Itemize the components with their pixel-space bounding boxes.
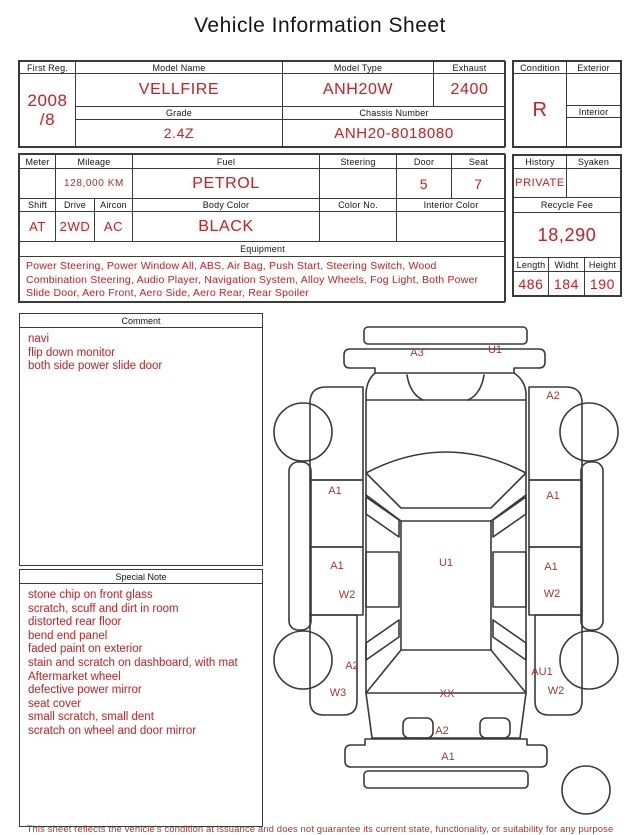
door-label: Door	[396, 154, 452, 169]
width-label: Widht	[548, 257, 585, 272]
condition-label: Condition	[513, 61, 567, 74]
diagram-label-a1-5: A1	[330, 560, 344, 572]
grade-value: 2.4Z	[75, 119, 283, 147]
height-label: Height	[584, 257, 621, 272]
note-line: small scratch, small dent	[28, 711, 154, 724]
identity-table	[18, 60, 505, 148]
model-name-value: VELLFIRE	[75, 73, 283, 107]
meter-value	[19, 168, 56, 199]
drive-label: Drive	[55, 198, 95, 212]
first-reg-value	[19, 73, 76, 147]
mileage-value: 128,000 KM	[55, 168, 133, 199]
recycle-fee-label: Recycle Fee	[513, 197, 621, 213]
comment-lines	[20, 328, 262, 565]
disclaimer-text: This sheet reflects the vehicle's condition at issuance and does not guarantee its current state, functionality, or suitability for any purpose	[26, 824, 614, 835]
chassis-number-label: Chassis Number	[282, 106, 506, 120]
interior-label: Interior	[566, 105, 621, 118]
grade-label: Grade	[75, 106, 283, 120]
height-value: 190	[584, 271, 621, 296]
condition-table	[512, 60, 622, 148]
special-note-lines	[20, 584, 262, 826]
diagram-label-u1-7: U1	[438, 557, 454, 569]
equipment-label: Equipment	[19, 241, 506, 257]
syaken-label: Syaken	[566, 155, 621, 169]
fuel-label: Fuel	[132, 154, 320, 169]
diagram-label-w2-6: W2	[338, 589, 356, 601]
steering-value	[319, 168, 397, 199]
aircon-label: Aircon	[94, 198, 133, 212]
diagram-label-a1-3: A1	[328, 485, 342, 497]
diagram-label-u1-1: U1	[487, 344, 503, 356]
diagram-label-a3-0: A3	[410, 347, 424, 359]
note-line: both side power slide door	[28, 360, 163, 373]
exterior-value	[566, 73, 621, 106]
aircon-value: AC	[94, 211, 133, 242]
recycle-fee-value: 18,290	[513, 212, 621, 258]
special-note-label: Special Note	[20, 570, 262, 584]
exhaust-label: Exhaust	[433, 61, 506, 74]
mileage-label: Mileage	[55, 154, 133, 169]
seat-label: Seat	[451, 154, 506, 169]
note-line: faded paint on exterior	[28, 643, 143, 656]
model-name-label: Model Name	[75, 61, 283, 74]
spec-table	[18, 153, 505, 303]
shift-value: AT	[19, 211, 56, 242]
diagram-label-w3-12: W3	[329, 687, 347, 699]
first-reg-month: /8	[39, 110, 56, 129]
special-note-box	[19, 569, 263, 827]
note-line: stone chip on front glass	[28, 589, 153, 601]
shift-label: Shift	[19, 198, 56, 212]
car-outline	[274, 327, 618, 814]
note-line: bend end panel	[28, 629, 108, 642]
condition-value: R	[513, 73, 567, 147]
diagram-label-a2-2: A2	[546, 390, 560, 402]
comment-label: Comment	[20, 314, 262, 328]
note-line: flip down monitor	[28, 346, 115, 359]
note-line: stain and scratch on dashboard, with mat	[28, 656, 238, 669]
diagram-label-a2-15: A2	[435, 725, 449, 737]
width-value: 184	[548, 271, 585, 296]
comment-box	[19, 313, 263, 566]
diagram-label-w2-13: W2	[547, 685, 565, 697]
exhaust-value: 2400	[433, 73, 506, 107]
model-type-value: ANH20W	[282, 73, 434, 107]
interior-value	[566, 117, 621, 147]
note-line: scratch, scuff and dirt in room	[28, 602, 179, 615]
diagram-label-au1-11: AU1	[531, 666, 553, 678]
first-reg-label: First Reg.	[19, 61, 76, 74]
diagram-label-a1-16: A1	[441, 751, 455, 763]
meter-label: Meter	[19, 154, 56, 169]
exterior-label: Exterior	[566, 61, 621, 74]
first-reg-year: 2008	[27, 91, 68, 110]
chassis-number-value: ANH20-8018080	[282, 119, 506, 147]
note-line: scratch on wheel and door mirror	[28, 724, 197, 737]
note-line: defective power mirror	[28, 684, 142, 697]
diagram-label-w2-9: W2	[543, 588, 561, 600]
diagram-label-a2-10: A2	[345, 660, 359, 672]
interior-color-value	[396, 211, 506, 242]
note-line: Aftermarket wheel	[28, 670, 121, 683]
seat-value: 7	[451, 168, 506, 199]
door-value: 5	[396, 168, 452, 199]
length-value: 486	[513, 271, 549, 296]
history-value: PRIVATE	[513, 168, 567, 198]
model-type-label: Model Type	[282, 61, 434, 74]
car-damage-diagram	[270, 325, 635, 820]
color-no-label: Color No.	[319, 198, 397, 212]
note-line: distorted rear floor	[28, 616, 122, 629]
body-color-label: Body Color	[132, 198, 320, 212]
fuel-value: PETROL	[132, 168, 320, 199]
note-line: navi	[28, 333, 50, 345]
drive-value: 2WD	[55, 211, 95, 242]
history-label: History	[513, 155, 567, 169]
page-title: Vehicle Information Sheet	[194, 14, 446, 37]
diagram-label-a1-4: A1	[546, 490, 560, 502]
steering-label: Steering	[319, 154, 397, 169]
diagram-label-xx-14: XX	[439, 688, 455, 700]
equipment-value: Power Steering, Power Window All, ABS, Air Bag, Push Start, Steering Switch, Wood Combination Steering, Audio Player, Navigation System, Alloy Wheels, Fog Light, Both Power Slide Door, Aero Front, Aero Side, Aero Rear, Rear Spoiler	[19, 256, 506, 302]
history-table	[512, 154, 622, 297]
note-line: seat cover	[28, 697, 82, 710]
length-label: Length	[513, 257, 549, 272]
color-no-value	[319, 211, 397, 242]
syaken-value	[566, 168, 621, 198]
diagram-label-a1-8: A1	[544, 561, 558, 573]
interior-color-label: Interior Color	[396, 198, 506, 212]
body-color-value: BLACK	[132, 211, 320, 242]
